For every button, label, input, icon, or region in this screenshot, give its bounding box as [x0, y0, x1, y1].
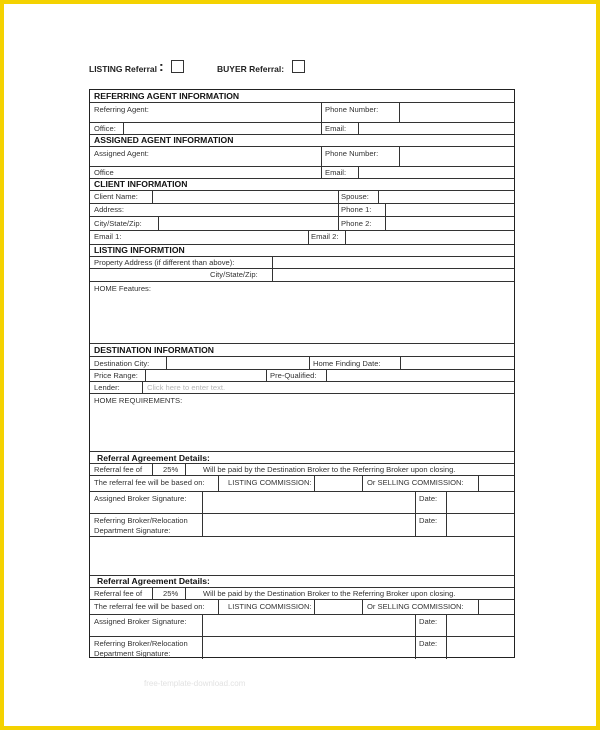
col-divider — [321, 102, 322, 122]
col-divider — [478, 475, 479, 491]
row-divider — [90, 343, 514, 344]
based-on-label: The referral fee will be based on: — [94, 478, 205, 487]
row-divider — [90, 636, 514, 637]
col-divider — [152, 190, 153, 203]
col-divider — [123, 122, 124, 134]
row-divider — [90, 513, 514, 514]
row-divider — [90, 536, 514, 537]
referral-type-row — [89, 60, 449, 80]
listing-referral-label: LISTING Referral — [89, 64, 158, 74]
date-label: Date: — [419, 639, 438, 648]
col-divider — [166, 356, 167, 369]
pre-qualified-label: Pre-Qualified: — [270, 371, 317, 380]
col-divider — [415, 491, 416, 536]
selling-commission-label: Or SELLING COMMISSION: — [367, 602, 464, 611]
row-divider — [90, 356, 514, 357]
col-divider — [314, 475, 315, 491]
email1-label: Email 1: — [94, 232, 122, 241]
phone1-label: Phone 1: — [341, 205, 372, 214]
col-divider — [152, 463, 153, 475]
paid-by-text: Will be paid by the Destination Broker to the Referring Broker upon closing. — [203, 589, 456, 598]
referring-office-label: Office: — [94, 124, 116, 133]
row-divider — [90, 381, 514, 382]
col-divider — [378, 190, 379, 203]
based-on-label: The referral fee will be based on: — [94, 602, 205, 611]
destination-city-label: Destination City: — [94, 359, 150, 368]
col-divider — [202, 491, 203, 536]
row-divider — [90, 451, 514, 452]
col-divider — [399, 102, 400, 122]
client-name-label: Client Name: — [94, 192, 138, 201]
referral-fee-value: 25% — [163, 589, 179, 598]
department-signature-label: Department Signature: — [94, 649, 171, 658]
col-divider — [308, 230, 309, 244]
row-divider — [90, 281, 514, 282]
row-divider — [90, 190, 514, 191]
col-divider — [358, 122, 359, 134]
row-divider — [90, 475, 514, 476]
col-divider — [338, 190, 339, 230]
client-header: CLIENT INFORMATION — [94, 179, 188, 189]
col-divider — [218, 599, 219, 614]
referring-broker-signature-label: Referring Broker/Relocation — [94, 639, 188, 648]
row-divider — [90, 491, 514, 492]
buyer-referral-label: BUYER Referral: — [217, 64, 285, 74]
col-divider — [345, 230, 346, 244]
listing-header: LISTING INFORMTION — [94, 245, 185, 255]
home-requirements-label: HOME REQUIREMENTS: — [94, 396, 183, 405]
col-divider — [218, 475, 219, 491]
assigned-broker-signature-label: Assigned Broker Signature: — [94, 617, 187, 626]
client-csz-label: City/State/Zip: — [94, 219, 142, 228]
row-divider — [90, 268, 514, 269]
phone2-label: Phone 2: — [341, 219, 372, 228]
col-divider — [385, 203, 386, 230]
listing-csz-label: City/State/Zip: — [210, 270, 258, 279]
lender-input[interactable]: Click here to enter text. — [147, 383, 226, 392]
referring-email-label: Email: — [325, 124, 347, 133]
lender-label: Lender: — [94, 383, 120, 392]
date-label: Date: — [419, 516, 438, 525]
home-features-label: HOME Features: — [94, 284, 151, 293]
listing-commission-label: LISTING COMMISSION: — [228, 602, 312, 611]
email2-label: Email 2: — [311, 232, 339, 241]
col-divider — [152, 587, 153, 599]
assigned-email-label: Email: — [325, 168, 347, 177]
assigned-agent-header: ASSIGNED AGENT INFORMATION — [94, 135, 234, 145]
col-divider — [309, 356, 310, 369]
col-divider — [142, 381, 143, 393]
buyer-referral-checkbox[interactable] — [292, 60, 305, 73]
address-label: Address: — [94, 205, 124, 214]
row-divider — [90, 587, 514, 588]
col-divider — [446, 491, 447, 536]
row-divider — [90, 166, 514, 167]
col-divider — [399, 146, 400, 166]
row-divider — [90, 599, 514, 600]
department-signature-label: Department Signature: — [94, 526, 171, 535]
destination-header: DESTINATION INFORMATION — [94, 345, 214, 355]
row-divider — [90, 230, 514, 231]
assigned-broker-signature-label: Assigned Broker Signature: — [94, 494, 187, 503]
col-divider — [158, 216, 159, 230]
price-range-label: Price Range: — [94, 371, 138, 380]
row-divider — [90, 256, 514, 257]
date-label: Date: — [419, 617, 438, 626]
agreement-header: Referral Agreement Details: — [97, 576, 210, 586]
row-divider — [90, 216, 514, 217]
col-divider — [358, 166, 359, 178]
col-divider — [362, 475, 363, 491]
col-divider — [272, 256, 273, 281]
row-divider — [90, 614, 514, 615]
date-label: Date: — [419, 494, 438, 503]
col-divider — [478, 599, 479, 614]
row-divider — [90, 102, 514, 103]
col-divider — [314, 599, 315, 614]
col-divider — [321, 122, 322, 134]
agreement-header: Referral Agreement Details: — [97, 453, 210, 463]
assigned-phone-label: Phone Number: — [325, 149, 379, 158]
referring-agent-header: REFERRING AGENT INFORMATION — [94, 91, 240, 101]
row-divider — [90, 146, 514, 147]
row-divider — [90, 369, 514, 370]
referring-broker-signature-label: Referring Broker/Relocation — [94, 516, 188, 525]
col-divider — [266, 369, 267, 381]
col-divider — [321, 166, 322, 178]
col-divider — [415, 614, 416, 659]
col-divider — [446, 614, 447, 659]
listing-referral-checkbox[interactable] — [171, 60, 184, 73]
listing-referral-colon: : — [159, 58, 164, 74]
referral-form — [89, 89, 515, 658]
selling-commission-label: Or SELLING COMMISSION: — [367, 478, 464, 487]
referral-fee-label: Referral fee of — [94, 465, 143, 474]
referring-phone-label: Phone Number: — [325, 105, 379, 114]
assigned-agent-label: Assigned Agent: — [94, 149, 149, 158]
row-divider — [90, 393, 514, 394]
col-divider — [400, 356, 401, 369]
col-divider — [185, 587, 186, 599]
col-divider — [145, 369, 146, 381]
paid-by-text: Will be paid by the Destination Broker to the Referring Broker upon closing. — [203, 465, 456, 474]
watermark: free-template-download.com — [144, 679, 246, 688]
referring-agent-label: Referring Agent: — [94, 105, 149, 114]
col-divider — [362, 599, 363, 614]
row-divider — [90, 203, 514, 204]
col-divider — [326, 369, 327, 381]
col-divider — [321, 146, 322, 166]
home-finding-date-label: Home Finding Date: — [313, 359, 381, 368]
assigned-office-label: Office — [94, 168, 114, 177]
col-divider — [202, 614, 203, 659]
listing-commission-label: LISTING COMMISSION: — [228, 478, 312, 487]
row-divider — [90, 122, 514, 123]
referral-fee-label: Referral fee of — [94, 589, 143, 598]
col-divider — [185, 463, 186, 475]
referral-fee-value: 25% — [163, 465, 179, 474]
spouse-label: Spouse: — [341, 192, 369, 201]
row-divider — [90, 463, 514, 464]
property-address-label: Property Address (if different than above): — [94, 258, 235, 267]
